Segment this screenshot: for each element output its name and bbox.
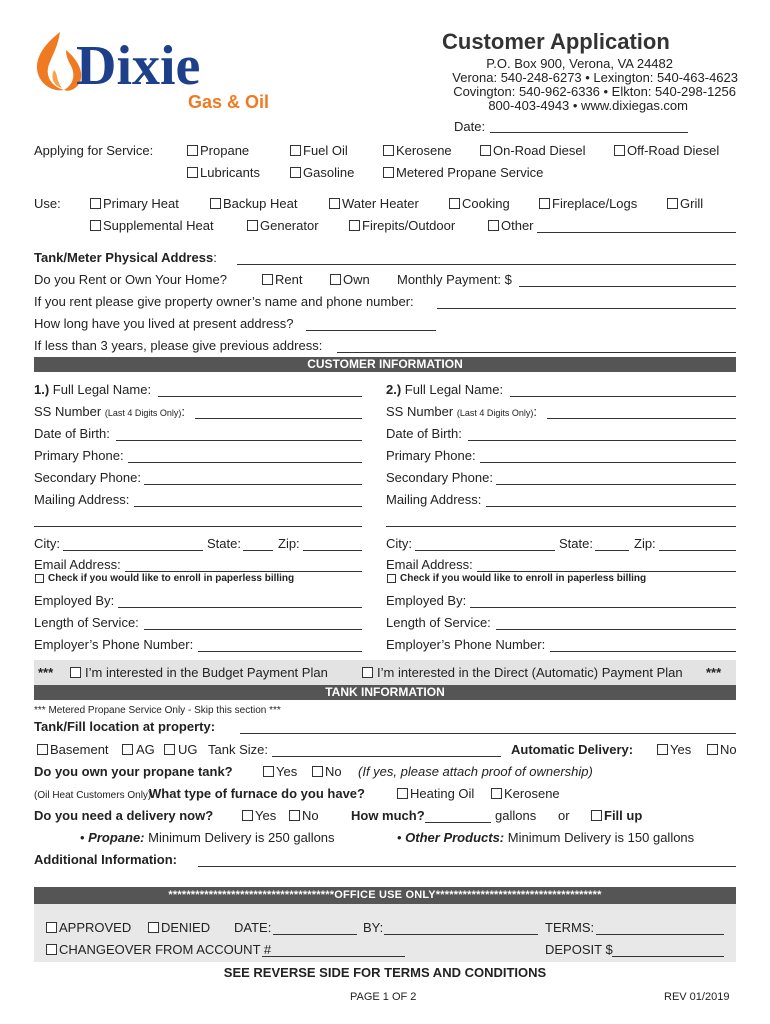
tank-info-heading: TANK INFORMATION	[34, 685, 736, 700]
denied-checkbox[interactable]	[148, 922, 159, 933]
deposit-field[interactable]	[612, 942, 724, 957]
c2-state-label: State:	[559, 536, 593, 551]
page-title: Customer Application	[442, 29, 670, 54]
own-tank-yes: Yes	[276, 764, 298, 779]
tank-address-label	[34, 250, 217, 266]
heating-oil-checkbox[interactable]	[397, 788, 408, 799]
c1-ss-label: SS Number (Last 4 Digits Only):	[34, 404, 185, 419]
date-field[interactable]	[490, 118, 688, 133]
c2-employed-field[interactable]	[470, 593, 736, 608]
tank-size-field[interactable]	[272, 742, 501, 757]
other-use-field[interactable]	[537, 218, 736, 233]
branch-phones-2: Covington: 540-962-6336 • Elkton: 540-298-1256	[453, 84, 736, 99]
terms-field[interactable]	[596, 920, 724, 935]
generator-checkbox[interactable]	[247, 220, 258, 231]
fill-up-checkbox[interactable]	[591, 810, 602, 821]
cooking-checkbox[interactable]	[449, 198, 460, 209]
c1-dob-field[interactable]	[116, 426, 362, 441]
rent-option: Rent	[275, 272, 303, 287]
c2-state-field[interactable]	[595, 536, 629, 551]
c2-ss-field[interactable]	[547, 404, 736, 419]
firepits-checkbox[interactable]	[349, 220, 360, 231]
c1-zip-label: Zip:	[278, 536, 300, 551]
ug-option: UG	[178, 742, 198, 757]
c1-dob-label: Date of Birth:	[34, 426, 110, 441]
previous-address-field[interactable]	[337, 338, 736, 353]
c2-primary-phone-field[interactable]	[480, 448, 736, 463]
direct-plan-checkbox[interactable]	[362, 667, 373, 678]
c1-city-label: City:	[34, 536, 60, 551]
budget-plan-checkbox[interactable]	[70, 667, 81, 678]
terms-label: TERMS:	[545, 920, 595, 935]
logo-wordmark	[76, 38, 256, 90]
own-option: Own	[343, 272, 370, 287]
own-checkbox[interactable]	[330, 274, 341, 285]
heating-oil-option: Heating Oil	[410, 786, 475, 801]
office-by-label: BY:	[363, 920, 384, 935]
furnace-kerosene-checkbox[interactable]	[491, 788, 502, 799]
date-label: Date:	[454, 119, 486, 134]
c2-mailing-field[interactable]	[486, 492, 736, 507]
rent-checkbox[interactable]	[262, 274, 273, 285]
propane-min-label: Propane:	[88, 830, 145, 845]
fireplace-checkbox[interactable]	[539, 198, 550, 209]
c1-paperless-label: Check if you would like to enroll in paperless billing	[48, 573, 295, 584]
lubricants-option: Lubricants	[200, 165, 260, 180]
how-long-field[interactable]	[306, 316, 436, 331]
lubricants-checkbox[interactable]	[187, 167, 198, 178]
off-road-diesel-option: Off-Road Diesel	[627, 143, 720, 158]
payment-stars-left: ***	[38, 665, 54, 680]
other-option: Other	[501, 218, 534, 233]
c1-full-name-field[interactable]	[158, 382, 362, 397]
owner-field[interactable]	[437, 294, 736, 309]
ug-checkbox[interactable]	[164, 744, 175, 755]
on-road-diesel-checkbox[interactable]	[480, 145, 491, 156]
reverse-side-notice: SEE REVERSE SIDE FOR TERMS AND CONDITIONS	[223, 965, 547, 980]
service-label: Applying for Service:	[34, 143, 154, 158]
backup-heat-option: Backup Heat	[223, 196, 298, 211]
changeover-checkbox[interactable]	[46, 944, 57, 955]
c2-city-label: City:	[386, 536, 412, 551]
c2-zip-field[interactable]	[659, 536, 736, 551]
monthly-payment-label: Monthly Payment: $	[397, 272, 512, 287]
c1-primary-phone-field[interactable]	[128, 448, 362, 463]
c1-employed-field[interactable]	[118, 593, 362, 608]
svg-text:Gas & Oil: Gas & Oil	[188, 92, 270, 112]
c2-number: 2.)	[386, 382, 402, 397]
c1-zip-field[interactable]	[303, 536, 362, 551]
on-road-diesel-option: On-Road Diesel	[493, 143, 586, 158]
address-line: P.O. Box 900, Verona, VA 24482	[486, 56, 673, 71]
c2-length-field[interactable]	[496, 615, 736, 630]
additional-info-label: Additional Information:	[34, 852, 177, 867]
c2-zip-label: Zip:	[634, 536, 656, 551]
c2-full-name-label	[386, 382, 503, 398]
c1-ss-hint: (Last 4 Digits Only)	[104, 408, 182, 418]
c2-employer-phone-field[interactable]	[550, 637, 736, 652]
office-date-field[interactable]	[273, 920, 357, 935]
tank-size-label: Tank Size:	[208, 742, 268, 757]
owner-question: If you rent please give property owner’s name and phone number:	[34, 294, 414, 309]
off-road-diesel-checkbox[interactable]	[614, 145, 625, 156]
fireplace-option: Fireplace/Logs	[552, 196, 638, 211]
c1-employer-phone-label: Employer’s Phone Number:	[34, 637, 194, 652]
office-date-label: DATE:	[234, 920, 272, 935]
c2-email-label: Email Address:	[386, 557, 473, 572]
fill-location-label: Tank/Fill location at property:	[34, 719, 216, 734]
gasoline-option: Gasoline	[303, 165, 355, 180]
fuel-oil-option: Fuel Oil	[303, 143, 348, 158]
basement-option: Basement	[50, 742, 109, 757]
ag-option: AG	[136, 742, 155, 757]
auto-delivery-no-checkbox[interactable]	[707, 744, 718, 755]
water-heater-checkbox[interactable]	[329, 198, 340, 209]
c2-ss-hint: (Last 4 Digits Only)	[456, 408, 534, 418]
c1-full-name-label	[34, 382, 151, 398]
gallons-label: gallons	[495, 808, 537, 823]
cooking-option: Cooking	[462, 196, 510, 211]
own-tank-no: No	[325, 764, 342, 779]
approved-label: APPROVED	[59, 920, 132, 935]
c2-employed-label: Employed By:	[386, 593, 467, 608]
revision-number: REV 01/2019	[664, 991, 730, 1003]
c2-length-label: Length of Service:	[386, 615, 491, 630]
c1-secondary-phone-field[interactable]	[144, 470, 362, 485]
delivery-no: No	[302, 808, 319, 823]
contact-line: 800-403-4943 • www.dixiegas.com	[488, 98, 688, 113]
auto-delivery-label: Automatic Delivery:	[511, 742, 634, 757]
primary-heat-checkbox[interactable]	[90, 198, 101, 209]
c2-ss-text: SS Number	[386, 404, 454, 419]
other-checkbox[interactable]	[488, 220, 499, 231]
budget-plan-label: I’m interested in the Budget Payment Plan	[85, 665, 328, 680]
c2-secondary-phone-field[interactable]	[496, 470, 736, 485]
company-logo	[30, 30, 270, 120]
c2-mailing-label: Mailing Address:	[386, 492, 482, 507]
auto-delivery-yes: Yes	[670, 742, 692, 757]
supplemental-heat-option: Supplemental Heat	[103, 218, 214, 233]
other-min-text: Minimum Delivery is 150 gallons	[507, 830, 695, 845]
payment-stars-right: ***	[706, 665, 722, 680]
c2-city-field[interactable]	[415, 536, 555, 551]
c1-paperless-checkbox[interactable]	[35, 574, 44, 583]
c1-employed-label: Employed By:	[34, 593, 115, 608]
or-label: or	[558, 808, 570, 823]
basement-checkbox[interactable]	[37, 744, 48, 755]
propane-option: Propane	[200, 143, 250, 158]
tank-note: *** Metered Propane Service Only - Skip this section ***	[34, 705, 281, 716]
branch-phones-1: Verona: 540-248-6273 • Lexington: 540-463-4623	[452, 70, 738, 85]
water-heater-option: Water Heater	[342, 196, 419, 211]
tank-address-field[interactable]	[237, 250, 736, 265]
propane-min-text: Minimum Delivery is 250 gallons	[148, 830, 335, 845]
direct-plan-label: I’m interested in the Direct (Automatic) Payment Plan	[377, 665, 683, 680]
c2-dob-label: Date of Birth:	[386, 426, 462, 441]
svg-text:Dixie: Dixie	[76, 38, 201, 90]
furnace-question: What type of furnace do you have?	[149, 786, 365, 801]
office-by-field[interactable]	[384, 920, 538, 935]
how-much-label: How much?	[351, 808, 425, 823]
c1-mailing-field[interactable]	[134, 492, 362, 507]
c2-full-name-field[interactable]	[510, 382, 736, 397]
deposit-label: DEPOSIT $	[545, 942, 613, 957]
proof-note: (If yes, please attach proof of ownership)	[358, 764, 593, 779]
fill-location-field[interactable]	[240, 719, 736, 734]
changeover-field[interactable]	[262, 942, 405, 957]
how-much-field[interactable]	[425, 808, 491, 823]
changeover-label: CHANGEOVER FROM ACCOUNT #	[59, 942, 272, 957]
grill-checkbox[interactable]	[667, 198, 678, 209]
c2-paperless-label: Check if you would like to enroll in paperless billing	[400, 573, 647, 584]
delivery-yes-checkbox[interactable]	[242, 810, 253, 821]
metered-propane-option: Metered Propane Service	[396, 165, 544, 180]
c2-secondary-phone-label: Secondary Phone:	[386, 470, 493, 485]
own-tank-yes-checkbox[interactable]	[263, 766, 274, 777]
supplemental-heat-checkbox[interactable]	[90, 220, 101, 231]
own-tank-question: Do you own your propane tank?	[34, 764, 233, 779]
c2-ss-label: SS Number (Last 4 Digits Only):	[386, 404, 537, 419]
c1-length-label: Length of Service:	[34, 615, 139, 630]
c1-mailing-field-2[interactable]	[34, 512, 362, 527]
kerosene-option: Kerosene	[396, 143, 452, 158]
c1-full-name-text: Full Legal Name:	[52, 382, 152, 397]
c2-mailing-field-2[interactable]	[386, 512, 736, 527]
rent-own-question: Do you Rent or Own Your Home?	[34, 272, 227, 287]
propane-minimum: • Propane: Minimum Delivery is 250 gallons	[80, 830, 335, 845]
tank-address-bold: Tank/Meter Physical Address	[34, 250, 214, 265]
c2-dob-field[interactable]	[468, 426, 736, 441]
own-tank-no-checkbox[interactable]	[312, 766, 323, 777]
ag-checkbox[interactable]	[122, 744, 133, 755]
c1-number: 1.)	[34, 382, 50, 397]
grill-option: Grill	[680, 196, 704, 211]
metered-propane-checkbox[interactable]	[383, 167, 394, 178]
page-number: PAGE 1 OF 2	[350, 991, 417, 1003]
approved-checkbox[interactable]	[46, 922, 57, 933]
auto-delivery-no: No	[720, 742, 737, 757]
logo-subtitle	[188, 90, 278, 112]
c1-employer-phone-field[interactable]	[198, 637, 362, 652]
additional-info-field[interactable]	[198, 852, 736, 867]
use-label: Use:	[34, 196, 61, 211]
c1-email-field[interactable]	[125, 557, 362, 572]
previous-address-question: If less than 3 years, please give previous address:	[34, 338, 323, 353]
c1-mailing-label: Mailing Address:	[34, 492, 130, 507]
c1-state-label: State:	[207, 536, 241, 551]
tank-address-colon: :	[213, 250, 217, 265]
c2-paperless-checkbox[interactable]	[387, 574, 396, 583]
how-long-question: How long have you lived at present address?	[34, 316, 294, 331]
c1-email-label: Email Address:	[34, 557, 121, 572]
auto-delivery-yes-checkbox[interactable]	[657, 744, 668, 755]
c1-primary-phone-label: Primary Phone:	[34, 448, 124, 463]
kerosene-checkbox[interactable]	[383, 145, 394, 156]
c1-state-field[interactable]	[243, 536, 273, 551]
delivery-yes: Yes	[255, 808, 277, 823]
primary-heat-option: Primary Heat	[103, 196, 179, 211]
monthly-payment-field[interactable]	[519, 272, 736, 287]
oil-customers-note: (Oil Heat Customers Only)	[34, 790, 152, 801]
gasoline-checkbox[interactable]	[290, 167, 301, 178]
c2-primary-phone-label: Primary Phone:	[386, 448, 476, 463]
fuel-oil-checkbox[interactable]	[290, 145, 301, 156]
delivery-no-checkbox[interactable]	[289, 810, 300, 821]
delivery-question: Do you need a delivery now?	[34, 808, 214, 823]
furnace-kerosene-option: Kerosene	[504, 786, 560, 801]
other-min-label: Other Products:	[405, 830, 505, 845]
c2-full-name-text: Full Legal Name:	[404, 382, 504, 397]
c1-length-field[interactable]	[144, 615, 362, 630]
c1-city-field[interactable]	[63, 536, 203, 551]
c2-employer-phone-label: Employer’s Phone Number:	[386, 637, 546, 652]
c1-secondary-phone-label: Secondary Phone:	[34, 470, 141, 485]
c1-ss-field[interactable]	[195, 404, 362, 419]
backup-heat-checkbox[interactable]	[210, 198, 221, 209]
office-use-heading: *************************************OFFICE USE ONLY*************************************	[34, 887, 736, 904]
denied-label: DENIED	[161, 920, 211, 935]
customer-info-heading: CUSTOMER INFORMATION	[34, 357, 736, 372]
c1-ss-text: SS Number	[34, 404, 102, 419]
generator-option: Generator	[260, 218, 319, 233]
propane-checkbox[interactable]	[187, 145, 198, 156]
c2-email-field[interactable]	[477, 557, 736, 572]
other-products-minimum: • Other Products: Minimum Delivery is 150 gallons	[397, 830, 695, 845]
firepits-option: Firepits/Outdoor	[362, 218, 456, 233]
fill-up-option: Fill up	[604, 808, 643, 823]
